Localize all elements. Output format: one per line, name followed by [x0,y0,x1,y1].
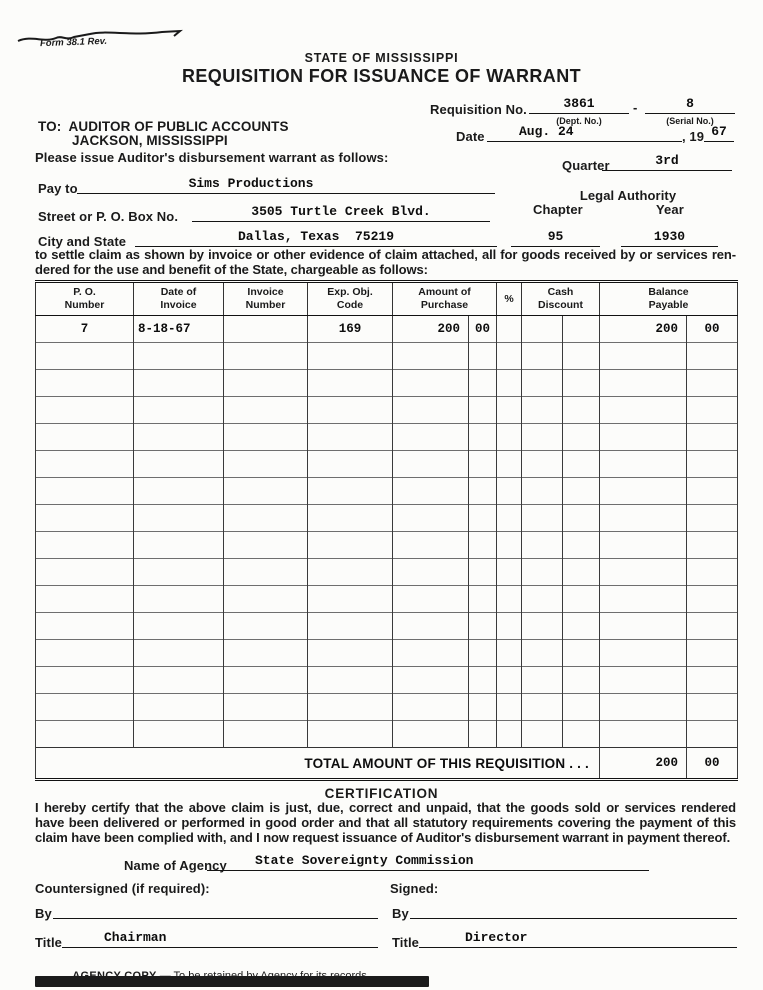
table-cell-empty [393,505,469,532]
table-cell-empty [393,667,469,694]
form-number: Form 38.1 Rev. [39,35,108,50]
table-cell-empty [393,613,469,640]
table-cell-empty [687,721,738,748]
state-title: STATE OF MISSISSIPPI [304,51,459,65]
table-cell-empty [563,721,600,748]
table-cell-empty [134,721,224,748]
total-cents: 00 [687,748,738,780]
table-cell-empty [308,424,393,451]
table-row-entry [36,316,738,343]
title-right-line [419,927,737,948]
table-cell-empty [600,370,687,397]
cell-balance-cents: 00 [687,316,738,343]
by-left-label: By [35,906,52,921]
table-cell-empty [224,640,308,667]
city-label: City and State [38,234,127,249]
table-cell-empty [308,478,393,505]
countersigned-label: Countersigned (if required): [35,881,210,896]
table-cell-empty [393,478,469,505]
table-cell-empty [497,478,522,505]
table-cell-empty [224,667,308,694]
table-cell-empty [308,667,393,694]
table-cell-empty [563,424,600,451]
table-cell-empty [497,586,522,613]
year-prefix: , 19 [682,129,705,144]
table-cell-empty [36,694,134,721]
by-right-label: By [392,906,409,921]
table-cell-empty [308,586,393,613]
addressee-line1: TO: AUDITOR OF PUBLIC ACCOUNTS [38,119,289,134]
by-left-line [53,898,378,919]
table-cell-empty [469,586,497,613]
requisition-no-label: Requisition No. [430,102,527,117]
table-cell-empty [469,343,497,370]
table-row-empty [36,640,738,667]
date-line [487,121,682,142]
table-cell-empty [687,532,738,559]
table-cell-empty [393,424,469,451]
quarter-value: 3rd [655,153,679,168]
total-label: TOTAL AMOUNT OF THIS REQUISITION . . . [36,748,600,780]
table-cell-empty [393,694,469,721]
city-value: Dallas, Texas 75219 [237,229,395,244]
col-header-invoice-number: Invoice Number [224,282,308,316]
table-row-empty [36,478,738,505]
cell-amount-cents: 00 [469,316,497,343]
table-cell-empty [134,397,224,424]
table-cell-empty [522,505,563,532]
table-cell-empty [308,505,393,532]
serial-no-caption: (Serial No.) [666,116,714,126]
table-cell-empty [224,478,308,505]
certification-title: CERTIFICATION [324,786,439,801]
agency-value: State Sovereignty Commission [255,853,474,868]
table-cell-empty [600,343,687,370]
table-cell-empty [687,451,738,478]
table-cell-empty [522,559,563,586]
table-cell-empty [134,505,224,532]
table-cell-empty [497,451,522,478]
table-cell-empty [563,613,600,640]
col-header-cash-discount: Cash Discount [522,282,600,316]
year-authority-line [621,226,718,247]
total-amount: 200 [600,748,687,780]
dept-no-line [529,93,629,114]
table-cell-empty [469,397,497,424]
table-cell-empty [134,424,224,451]
table-cell-empty [224,613,308,640]
col-header-percent: % [497,282,522,316]
table-cell-empty [497,721,522,748]
table-cell-empty [134,370,224,397]
table-cell-empty [497,667,522,694]
table-cell-empty [224,532,308,559]
table-cell-empty [134,694,224,721]
table-cell-empty [134,667,224,694]
table-cell-empty [469,613,497,640]
agency-label: Name of Agency [124,858,227,873]
table-cell-empty [563,667,600,694]
street-value: 3505 Turtle Creek Blvd. [251,204,431,219]
signed-label: Signed: [390,881,439,896]
table-cell-empty [469,478,497,505]
table-cell-empty [469,424,497,451]
table-cell-empty [522,424,563,451]
table-cell-empty [224,343,308,370]
table-cell-empty [36,721,134,748]
table-row-empty [36,613,738,640]
table-row-empty [36,424,738,451]
table-cell-empty [308,613,393,640]
table-cell-empty [522,397,563,424]
table-cell-empty [134,451,224,478]
settle-clause [35,248,736,277]
table-cell-empty [687,559,738,586]
table-cell-empty [600,640,687,667]
table-cell-empty [600,694,687,721]
date-label: Date [456,129,485,144]
table-cell-empty [469,640,497,667]
col-header-exp-obj-code: Exp. Obj. Code [308,282,393,316]
table-cell-empty [134,613,224,640]
table-cell-empty [687,667,738,694]
table-row-empty [36,370,738,397]
table-cell-empty [134,532,224,559]
table-cell-empty [36,613,134,640]
title-left-value: Chairman [104,930,167,945]
dept-no-caption: (Dept. No.) [556,116,602,126]
table-cell-empty [36,505,134,532]
quarter-line [602,150,732,171]
table-cell-empty [393,721,469,748]
table-cell-empty [687,424,738,451]
table-cell-empty [600,559,687,586]
table-cell-empty [687,343,738,370]
col-header-po: P. O. Number [36,282,134,316]
dept-no-value: 3861 [563,96,595,111]
cell-po: 7 [36,316,134,343]
table-row-empty [36,532,738,559]
table-cell-empty [393,343,469,370]
title-left-label: Title [35,935,62,950]
table-cell-empty [563,640,600,667]
table-cell-empty [224,505,308,532]
table-cell-empty [563,559,600,586]
table-row-empty [36,343,738,370]
table-cell-empty [36,397,134,424]
table-cell-empty [563,370,600,397]
table-cell-empty [522,370,563,397]
table-cell-empty [224,370,308,397]
pay-to-line [77,173,495,194]
scan-artifact-bar [35,976,429,987]
table-cell-empty [522,667,563,694]
table-cell-empty [600,451,687,478]
by-right-line [410,898,737,919]
cell-percent [497,316,522,343]
table-cell-empty [687,640,738,667]
table-cell-empty [134,586,224,613]
table-cell-empty [600,667,687,694]
table-cell-empty [393,559,469,586]
table-cell-empty [563,451,600,478]
table-cell-empty [600,586,687,613]
quarter-label: Quarter [562,158,610,173]
cell-invoice-date: 8-18-67 [134,316,224,343]
certification-line2: have been delivered or performed in good order and that all statutory requirements covering the payment of this [35,815,736,830]
table-cell-empty [522,694,563,721]
table-cell-empty [497,640,522,667]
certification-body [35,800,736,845]
table-cell-empty [497,532,522,559]
table-cell-empty [563,532,600,559]
table-cell-empty [600,505,687,532]
cell-discount [522,316,563,343]
year-authority-value: 1930 [653,229,686,244]
street-line [192,201,490,222]
table-row-empty [36,559,738,586]
cell-discount-cents [563,316,600,343]
serial-no-value: 8 [686,96,694,111]
table-row-empty [36,505,738,532]
table-cell-empty [224,424,308,451]
table-cell-empty [522,613,563,640]
table-row-empty [36,721,738,748]
table-cell-empty [497,559,522,586]
serial-no-line [645,93,735,114]
table-cell-empty [134,478,224,505]
col-header-invoice-date: Date of Invoice [134,282,224,316]
table-cell-empty [134,343,224,370]
table-cell-empty [497,343,522,370]
settle-clause-line2: dered for the use and benefit of the State, chargeable as follows: [35,261,428,277]
table-cell-empty [522,451,563,478]
table-cell-empty [600,721,687,748]
table-cell-empty [393,586,469,613]
table-cell-empty [497,613,522,640]
table-cell-empty [497,694,522,721]
table-cell-empty [393,397,469,424]
year-value: 67 [711,124,727,139]
table-cell-empty [224,694,308,721]
table-cell-empty [687,478,738,505]
table-row-empty [36,586,738,613]
chapter-value: 95 [547,229,564,244]
table-cell-empty [36,559,134,586]
table-cell-empty [308,397,393,424]
street-label: Street or P. O. Box No. [38,209,179,224]
table-cell-empty [469,505,497,532]
table-cell-empty [469,667,497,694]
table-cell-empty [308,694,393,721]
table-cell-empty [308,640,393,667]
table-cell-empty [36,478,134,505]
table-cell-empty [469,694,497,721]
table-cell-empty [563,505,600,532]
col-header-balance: Balance Payable [600,282,738,316]
table-cell-empty [522,532,563,559]
table-cell-empty [134,559,224,586]
table-cell-empty [308,370,393,397]
table-cell-empty [393,532,469,559]
title-right-value: Director [465,930,528,945]
table-row-empty [36,397,738,424]
table-cell-empty [600,424,687,451]
total-row [36,748,738,780]
legal-authority-title: Legal Authority [579,188,677,203]
pay-to-value: Sims Productions [188,176,314,191]
table-cell-empty [224,559,308,586]
year-label: Year [656,202,684,217]
table-cell-empty [308,721,393,748]
requisition-no-separator: - [633,100,638,115]
table-cell-empty [497,370,522,397]
title-left-line [62,927,378,948]
table-cell-empty [224,586,308,613]
table-cell-empty [469,370,497,397]
table-cell-empty [687,505,738,532]
addressee-line2: JACKSON, MISSISSIPPI [72,133,228,148]
table-cell-empty [600,397,687,424]
table-cell-empty [36,586,134,613]
table-cell-empty [308,532,393,559]
agency-line [207,850,649,871]
table-cell-empty [687,397,738,424]
table-cell-empty [563,694,600,721]
table-cell-empty [522,343,563,370]
table-header-row [36,282,738,316]
table-cell-empty [36,667,134,694]
table-cell-empty [687,694,738,721]
cell-exp-obj-code: 169 [308,316,393,343]
table-cell-empty [469,721,497,748]
table-cell-empty [308,451,393,478]
year-line [704,121,734,142]
cell-balance: 200 [600,316,687,343]
chapter-line [511,226,600,247]
table-cell-empty [393,640,469,667]
cell-invoice-number [224,316,308,343]
table-cell-empty [469,451,497,478]
table-cell-empty [36,343,134,370]
page-title: REQUISITION FOR ISSUANCE OF WARRANT [181,66,581,86]
table-cell-empty [522,640,563,667]
table-cell-empty [36,451,134,478]
col-header-amount: Amount of Purchase [393,282,497,316]
city-line [135,226,497,247]
table-row-empty [36,451,738,478]
title-right-label: Title [392,935,419,950]
table-cell-empty [393,370,469,397]
table-row-empty [36,694,738,721]
table-cell-empty [563,343,600,370]
table-cell-empty [36,424,134,451]
table-cell-empty [687,613,738,640]
table-cell-empty [563,397,600,424]
table-body [36,316,738,748]
table-cell-empty [469,532,497,559]
table-cell-empty [224,451,308,478]
chapter-label: Chapter [533,202,583,217]
instruction-text: Please issue Auditor's disbursement warrant as follows: [35,150,389,165]
table-cell-empty [563,586,600,613]
table-cell-empty [393,451,469,478]
table-cell-empty [469,559,497,586]
table-cell-empty [497,424,522,451]
settle-clause-line1: to settle claim as shown by invoice or other evidence of claim attached, all for goods received by or services ren- [35,247,736,262]
cell-amount: 200 [393,316,469,343]
pay-to-label: Pay to [38,181,78,196]
table-cell-empty [497,397,522,424]
table-cell-empty [36,640,134,667]
certification-line1: I hereby certify that the above claim is just, due, correct and unpaid, that the goods sold or services rendered [35,800,736,815]
table-cell-empty [600,532,687,559]
certification-line3: claim have been complied with, and I now request issuance of Auditor's disbursement warrant in payment thereof. [35,830,731,845]
table-cell-empty [308,559,393,586]
table-cell-empty [522,586,563,613]
table-cell-empty [134,640,224,667]
table-cell-empty [308,343,393,370]
table-cell-empty [522,721,563,748]
table-cell-empty [522,478,563,505]
table-row-empty [36,667,738,694]
table-cell-empty [563,478,600,505]
table-cell-empty [687,586,738,613]
table-cell-empty [687,370,738,397]
table-cell-empty [36,370,134,397]
table-cell-empty [600,613,687,640]
table-cell-empty [224,397,308,424]
table-cell-empty [224,721,308,748]
requisition-table [35,280,738,781]
table-cell-empty [497,505,522,532]
date-value: Aug. 24 [519,124,574,139]
table-cell-empty [600,478,687,505]
table-cell-empty [36,532,134,559]
